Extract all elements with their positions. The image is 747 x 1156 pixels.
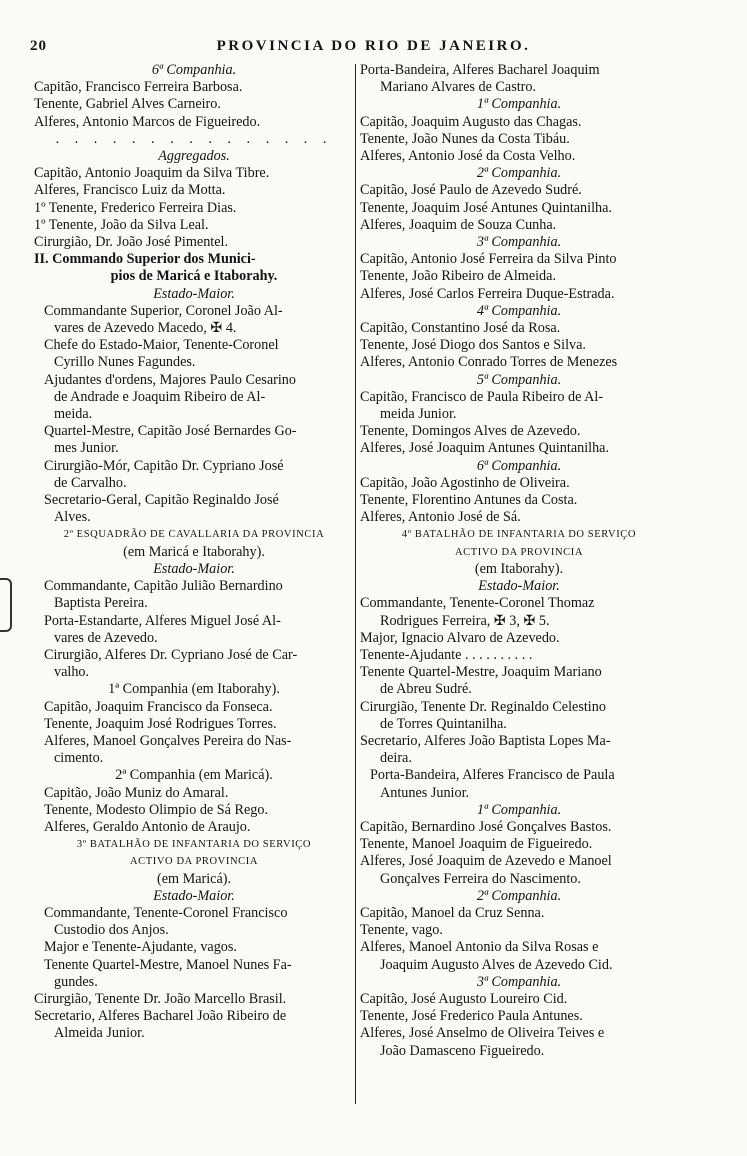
text-line: Tenente, Gabriel Alves Carneiro. — [34, 96, 221, 113]
column-divider — [355, 64, 356, 1104]
text-line: Alferes, Geraldo Antonio de Araujo. — [44, 818, 251, 835]
text-line: Alferes, Joaquim de Souza Cunha. — [360, 216, 557, 233]
text-line: Alferes, José Carlos Ferreira Duque-Estrada. — [360, 285, 615, 302]
text-line: Ajudantes d'ordens, Majores Paulo Cesarino — [44, 371, 296, 388]
text-line: (em Itaborahy). — [474, 560, 564, 577]
text-line: 1ª Companhia (em Itaborahy). — [108, 681, 280, 698]
text-line: Tenente, Manoel Joaquim de Figueiredo. — [360, 836, 593, 853]
text-line: Capitão, Francisco de Paula Ribeiro de Al- — [360, 388, 604, 405]
text-line: Tenente-Ajudante . . . . . . . . . . — [360, 646, 533, 663]
text-line: Alferes, José Joaquim Antunes Quintanilha. — [360, 440, 610, 457]
text-line: 3ª Companhia. — [476, 973, 562, 990]
text-line: Quartel-Mestre, Capitão José Bernardes Go- — [44, 423, 297, 440]
text-line: Commandante, Tenente-Coronel Francisco — [44, 904, 288, 921]
page-title: PROVINCIA DO RIO DE JANEIRO. — [216, 38, 531, 54]
text-line: 1º Tenente, Frederico Ferreira Dias. — [34, 199, 237, 216]
text-line: Cirurgião, Dr. João José Pimentel. — [34, 234, 229, 251]
text-line: Capitão, Francisco Ferreira Barbosa. — [34, 79, 243, 96]
text-line: Tenente, Florentino Antunes da Costa. — [360, 492, 578, 509]
text-line: 2º ESQUADRÃO DE CAVALLARIA DA PROVINCIA — [63, 529, 325, 541]
text-line: 2ª Companhia (em Maricá). — [115, 767, 273, 784]
text-line: Commandante, Capitão Julião Bernardino — [44, 578, 283, 595]
text-line: 6ª Companhia. — [151, 62, 237, 78]
text-line: Cirurgião, Alferes Dr. Cypriano José de Car- — [44, 646, 298, 663]
text-line: Rodrigues Ferreira, ✠ 3, ✠ 5. — [380, 612, 550, 629]
text-line: Mariano Alvares de Castro. — [380, 79, 537, 96]
text-line: Capitão, Manoel da Cruz Senna. — [360, 904, 545, 921]
text-line: Cirurgião, Tenente Dr. João Marcello Brasil. — [34, 990, 287, 1007]
text-line: Alferes, Manoel Antonio da Silva Rosas e — [360, 939, 599, 956]
text-line: Capitão, Antonio Joaquim da Silva Tibre. — [34, 165, 270, 182]
text-line: Secretario-Geral, Capitão Reginaldo José — [44, 492, 279, 509]
text-line: Alferes, Antonio Conrado Torres de Menezes — [360, 354, 618, 371]
text-line: Tenente Quartel-Mestre, Joaquim Mariano — [360, 664, 602, 681]
right-column — [360, 62, 678, 1060]
text-line: gundes. — [54, 973, 98, 990]
text-line: Estado-Maior. — [478, 578, 560, 595]
text-line: Alferes, Manoel Gonçalves Pereira do Nas- — [44, 732, 292, 749]
text-line: 4º BATALHÃO DE INFANTARIA DO SERVIÇO — [401, 529, 637, 541]
left-column — [34, 62, 354, 1043]
text-line: Tenente, Joaquim José Antunes Quintanilha. — [360, 199, 612, 216]
text-line: Tenente, João Ribeiro de Almeida. — [360, 268, 556, 285]
text-line: 1ª Companhia. — [476, 96, 562, 113]
text-line: Capitão, João Agostinho de Oliveira. — [360, 474, 570, 491]
text-line: Antunes Junior. — [380, 784, 470, 801]
text-line: 3º BATALHÃO DE INFANTARIA DO SERVIÇO — [76, 839, 312, 851]
text-line: Capitão, Antonio José Ferreira da Silva Pinto — [360, 251, 617, 268]
text-line: ACTIVO DA PROVINCIA — [129, 856, 259, 868]
text-line: Aggregados. — [158, 148, 230, 165]
text-line: Tenente, José Frederico Paula Antunes. — [360, 1008, 583, 1025]
text-line: 1ª Companhia. — [476, 801, 562, 818]
text-line: Secretario, Alferes João Baptista Lopes Ma- — [360, 732, 611, 749]
text-line: Alferes, Francisco Luiz da Motta. — [34, 182, 226, 199]
text-line: Capitão, José Augusto Loureiro Cid. — [360, 990, 568, 1007]
text-line: Porta-Bandeira, Alferes Francisco de Paula — [370, 767, 615, 784]
text-line: Capitão, Bernardino José Gonçalves Bastos. — [360, 818, 612, 835]
text-line: Capitão, Constantino José da Rosa. — [360, 320, 561, 337]
page-number: 20 — [30, 38, 47, 54]
text-line: de Abreu Sudré. — [380, 681, 472, 698]
text-line: Alves. — [54, 509, 91, 526]
text-line: . . . . . . . . . . . . . . . — [55, 130, 333, 147]
text-line: Joaquim Augusto Alves de Azevedo Cid. — [380, 956, 613, 973]
text-line: vares de Azevedo Macedo, ✠ 4. — [54, 320, 237, 337]
text-line: meida Junior. — [380, 406, 457, 423]
text-line: vares de Azevedo. — [54, 629, 158, 646]
text-line: Commandante, Tenente-Coronel Thomaz — [360, 595, 595, 612]
text-line: de Andrade e Joaquim Ribeiro de Al- — [54, 388, 266, 405]
text-line: Alferes, Antonio José de Sá. — [360, 509, 521, 526]
text-line: mes Junior. — [54, 440, 119, 457]
text-line: 2ª Companhia. — [476, 165, 562, 182]
text-line: deira. — [380, 750, 412, 767]
text-line: Tenente, João Nunes da Costa Tibáu. — [360, 130, 570, 147]
text-line: Estado-Maior. — [153, 887, 235, 904]
text-line: 2ª Companhia. — [476, 887, 562, 904]
text-line: Alferes, Antonio José da Costa Velho. — [360, 148, 576, 165]
text-line: Estado-Maior. — [153, 285, 235, 302]
text-line: meida. — [54, 406, 93, 423]
text-line: Tenente Quartel-Mestre, Manoel Nunes Fa- — [44, 956, 292, 973]
text-line: Alferes, Antonio Marcos de Figueiredo. — [34, 113, 261, 130]
text-line: Tenente, vago. — [360, 922, 443, 939]
text-line: de Carvalho. — [54, 474, 127, 491]
text-line: Baptista Pereira. — [54, 595, 148, 612]
text-line: valho. — [54, 664, 90, 681]
text-line: Capitão, Joaquim Augusto das Chagas. — [360, 113, 582, 130]
text-line: Major e Tenente-Ajudante, vagos. — [44, 939, 237, 956]
text-line: João Damasceno Figueiredo. — [380, 1042, 545, 1059]
text-line: Tenente, Domingos Alves de Azevedo. — [360, 423, 581, 440]
text-line: Almeida Junior. — [54, 1025, 145, 1042]
text-line: Capitão, João Muniz do Amaral. — [44, 784, 229, 801]
text-line: Commandante Superior, Coronel João Al- — [44, 302, 283, 319]
text-line: cimento. — [54, 750, 104, 767]
text-line: Capitão, José Paulo de Azevedo Sudré. — [360, 182, 582, 199]
text-line: Capitão, Joaquim Francisco da Fonseca. — [44, 698, 273, 715]
text-line: Secretario, Alferes Bacharel João Ribeiro de — [34, 1008, 287, 1025]
text-line: Porta-Bandeira, Alferes Bacharel Joaquim — [360, 62, 600, 78]
text-line: Porta-Estandarte, Alferes Miguel José Al- — [44, 612, 281, 629]
text-line: 4ª Companhia. — [476, 302, 562, 319]
text-line: Tenente, José Diogo dos Santos e Silva. — [360, 337, 586, 354]
text-line: Custodio dos Anjos. — [54, 922, 169, 939]
text-line: Cyrillo Nunes Fagundes. — [54, 354, 196, 371]
text-line: Cirurgião-Mór, Capitão Dr. Cypriano José — [44, 457, 284, 474]
text-line: Tenente, Joaquim José Rodrigues Torres. — [44, 715, 277, 732]
text-line: (em Maricá). — [156, 870, 232, 887]
text-line: Estado-Maior. — [153, 560, 235, 577]
text-line: 5ª Companhia. — [476, 371, 562, 388]
text-line: Cirurgião, Tenente Dr. Reginaldo Celestino — [360, 698, 606, 715]
text-line: Gonçalves Ferreira do Nascimento. — [380, 870, 581, 887]
text-line: (em Maricá e Itaborahy). — [123, 543, 265, 560]
text-line: 1º Tenente, João da Silva Leal. — [34, 216, 209, 233]
text-line: Major, Ignacio Alvaro de Azevedo. — [360, 629, 560, 646]
text-line: Alferes, José Anselmo de Oliveira Teives e — [360, 1025, 605, 1042]
text-line: pios de Maricá e Itaborahy. — [110, 268, 278, 285]
text-line: Tenente, Modesto Olimpio de Sá Rego. — [44, 801, 268, 818]
text-line: 3ª Companhia. — [476, 234, 562, 251]
text-line: II. Commando Superior dos Munici- — [34, 251, 256, 268]
text-line: de Torres Quintanilha. — [380, 715, 507, 732]
text-line: Alferes, José Joaquim de Azevedo e Manoel — [360, 853, 612, 870]
text-line: 6ª Companhia. — [476, 457, 562, 474]
binding-clip — [0, 578, 12, 632]
text-line: Chefe do Estado-Maior, Tenente-Coronel — [44, 337, 279, 354]
text-line: ACTIVO DA PROVINCIA — [454, 546, 584, 558]
